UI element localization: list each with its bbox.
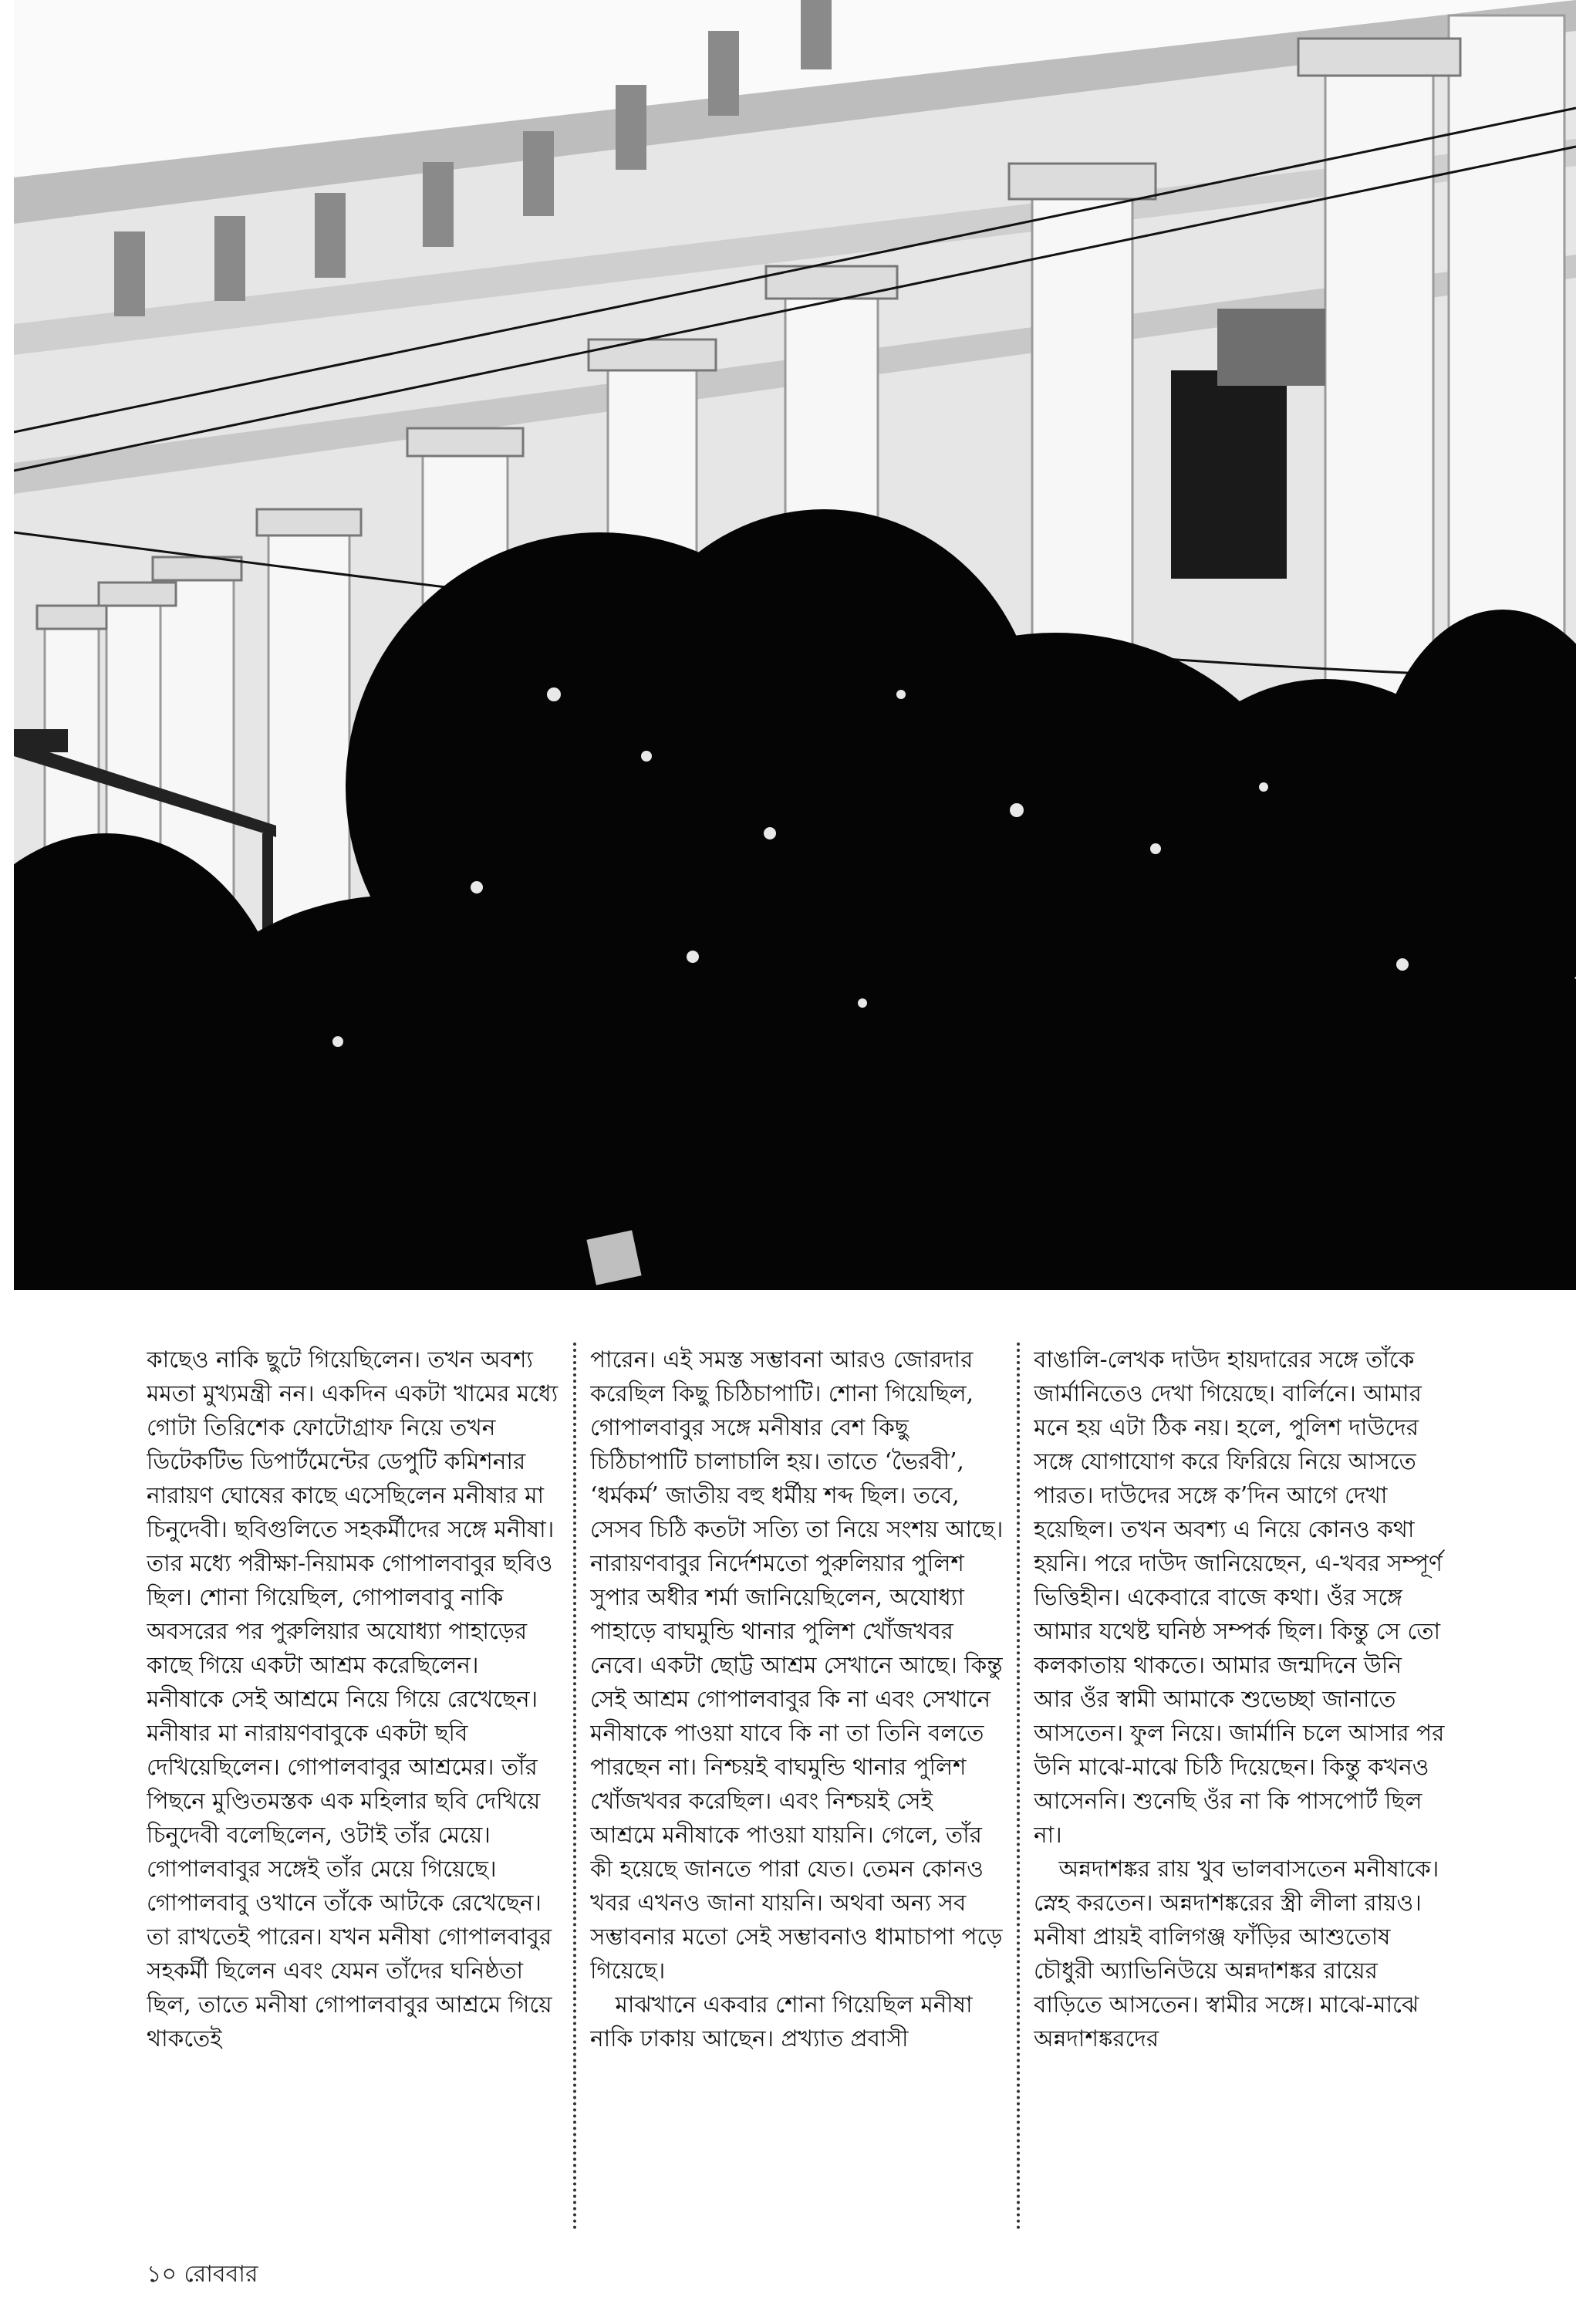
paragraph: অন্নদাশঙ্কর রায় খুব ভালবাসতেন মনীষাকে। স্নেহ করতেন। অন্নদাশঙ্করের স্ত্রী লীলা রায়ও। মনীষা প্রায়ই বালিগঞ্জ ফাঁড়ির আশুতোষ চৌধুরী অ্যাভিনিউয়ে অন্নদাশঙ্কর রায়ের বাড়িতে আসতেন। স্বামীর সঙ্গে। মাঝে-মাঝে অন্নদাশঙ্করদের [1034, 1856, 1439, 2052]
article-column-1 [147, 1343, 560, 2230]
article-column-3 [1034, 1343, 1447, 2230]
page-footer [147, 2259, 258, 2290]
column-divider [1017, 1343, 1020, 2230]
publication-name: রোববার [184, 2261, 258, 2288]
building-photo [14, 0, 1576, 1290]
column-divider [573, 1343, 576, 2230]
paragraph: পারেন। এই সমস্ত সম্ভাবনা আরও জোরদার করেছিল কিছু চিঠিচাপাটি। শোনা গিয়েছিল, গোপালবাবুর সঙ্গে মনীষার বেশ কিছু চিঠিচাপাটি চালাচালি হয়। তাতে ‘ভৈরবী’, ‘ধর্মকর্ম’ জাতীয় বহু ধর্মীয় শব্দ ছিল। তবে, সেসব চিঠি কতটা সত্যি তা নিয়ে সংশয় আছে। নারায়ণবাবুর নির্দেশমতো পুরুলিয়ার পুলিশ সুপার অধীর শর্মা জানিয়েছিলেন, অযোধ্যা পাহাড়ে বাঘমুন্ডি থানার পুলিশ খোঁজখবর নেবে। একটা ছোট্ট আশ্রম সেখানে আছে। কিন্তু সেই আশ্রম গোপালবাবুর কি না এবং সেখানে মনীষাকে পাওয়া যাবে কি না তা তিনি বলতে পারছেন না। নিশ্চয়ই বাঘমুন্ডি থানার পুলিশ খোঁজখবর করেছিল। এবং নিশ্চয়ই সেই আশ্রমে মনীষাকে পাওয়া যায়নি। গেলে, তাঁর কী হয়েছে জানতে পারা যেত। তেমন কোনও খবর এখনও জানা যায়নি। অথবা অন্য সব সম্ভাবনার মতো সেই সম্ভাবনাও ধামাচাপা পড়ে গিয়েছে। [590, 1346, 1004, 1984]
paragraph: কাছেও নাকি ছুটে গিয়েছিলেন। তখন অবশ্য মমতা মুখ্যমন্ত্রী নন। একদিন একটা খামের মধ্যে গোটা তিরিশেক ফোটোগ্রাফ নিয়ে তখন ডিটেকটিভ ডিপার্টমেন্টের ডেপুটি কমিশনার নারায়ণ ঘোষের কাছে এসেছিলেন মনীষার মা চিনুদেবী। ছবিগুলিতে সহকর্মীদের সঙ্গে মনীষা। তার মধ্যে পরীক্ষা-নিয়ামক গোপালবাবুর ছবিও ছিল। শোনা গিয়েছিল, গোপালবাবু নাকি অবসরের পর পুরুলিয়ার অযোধ্যা পাহাড়ের কাছে গিয়ে একটা আশ্রম করেছিলেন। মনীষাকে সেই আশ্রমে নিয়ে গিয়ে রেখেছেন। মনীষার মা নারায়ণবাবুকে একটা ছবি দেখিয়েছিলেন। গোপালবাবুর আশ্রমের। তাঁর পিছনে মুণ্ডিতমস্তক এক মহিলার ছবি দেখিয়ে চিনুদেবী বলেছিলেন, ওটাই তাঁর মেয়ে। গোপালবাবুর সঙ্গেই তাঁর মেয়ে গিয়েছে। গোপালবাবু ওখানে তাঁকে আটকে রেখেছেন। তা রাখতেই পারেন। যখন মনীষা গোপালবাবুর সহকর্মী ছিলেন এবং যেমন তাঁদের ঘনিষ্ঠতা ছিল, তাতে মনীষা গোপালবাবুর আশ্রমে গিয়ে থাকতেই [147, 1346, 559, 2052]
paragraph: মাঝখানে একবার শোনা গিয়েছিল মনীষা নাকি ঢাকায় আছেন। প্রখ্যাত প্রবাসী [590, 1991, 973, 2052]
paragraph: বাঙালি-লেখক দাউদ হায়দারের সঙ্গে তাঁকে জার্মানিতেও দেখা গিয়েছে। বার্লিনে। আমার মনে হয় এটা ঠিক নয়। হলে, পুলিশ দাউদের সঙ্গে যোগাযোগ করে ফিরিয়ে নিয়ে আসতে পারত। দাউদের সঙ্গে ক’দিন আগে দেখা হয়েছিল। তখন অবশ্য এ নিয়ে কোনও কথা হয়নি। পরে দাউদ জানিয়েছেন, এ-খবর সম্পূর্ণ ভিত্তিহীন। একেবারে বাজে কথা। ওঁর সঙ্গে আমার যথেষ্ট ঘনিষ্ঠ সম্পর্ক ছিল। কিন্তু সে তো কলকাতায় থাকতে। আমার জন্মদিনে উনি আর ওঁর স্বামী আমাকে শুভেচ্ছা জানাতে আসতেন। ফুল নিয়ে। জার্মানি চলে আসার পর উনি মাঝে-মাঝে চিঠি দিয়েছেন। কিন্তু কখনও আসেননি। শুনেছি ওঁর না কি পাসপোর্ট ছিল না। [1034, 1346, 1445, 1848]
article-body [147, 1343, 1450, 2230]
page-number: ১০ [147, 2261, 177, 2288]
colonnade-building-image [14, 0, 1576, 1290]
article-column-2 [590, 1343, 1004, 2230]
